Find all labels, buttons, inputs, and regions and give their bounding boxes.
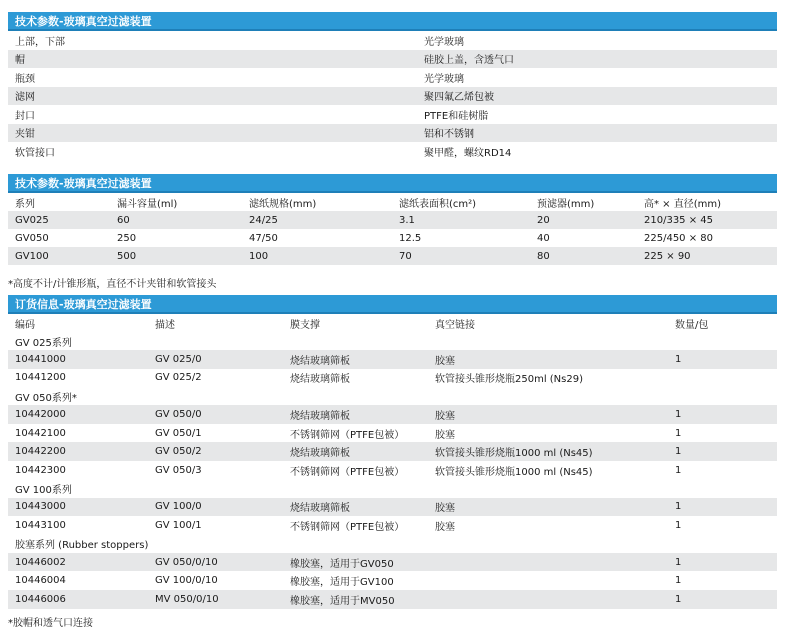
table-cell: 橡胶塞，适用于MV050	[283, 590, 428, 609]
order-section	[8, 295, 777, 609]
table-row	[8, 31, 777, 50]
table-cell	[428, 571, 668, 590]
table-cell: GV 050/3	[155, 464, 202, 476]
materials-table	[8, 31, 777, 161]
table-cell: 软管接头锥形烧瓶1000 ml (Ns45)	[435, 466, 593, 478]
table-cell: GV050	[15, 232, 49, 244]
table-cell: 1	[668, 350, 777, 369]
table-cell: 真空链接	[435, 319, 475, 331]
table-cell: 胶塞	[428, 350, 668, 369]
table-cell: 10441200	[15, 372, 66, 384]
order-footnote: *胶帽和透气口连接	[8, 618, 93, 629]
table-cell: 软管接口	[15, 147, 55, 159]
table-cell: 预滤器(mm)	[537, 198, 595, 210]
group-row	[8, 387, 777, 405]
table-cell: MV 050/0/10	[148, 590, 283, 609]
section-header: 订货信息-玻璃真空过滤装置	[8, 295, 777, 314]
table-cell: GV 100/0	[148, 498, 283, 517]
section-header: 技术参数-玻璃真空过滤装置	[8, 12, 777, 31]
table-cell: 烧结玻璃筛板	[283, 350, 428, 369]
table-cell: 系列	[15, 198, 35, 210]
table-cell: 10442100	[15, 427, 66, 439]
table-row	[8, 229, 777, 247]
table-row	[8, 105, 777, 124]
table-cell: 3.1	[392, 211, 530, 229]
table-cell: 封口	[15, 110, 35, 122]
table-cell: 胶塞	[428, 405, 668, 424]
group-row	[8, 332, 777, 350]
table-cell: 胶塞	[428, 498, 668, 517]
table-cell: 滤纸表面积(cm²)	[399, 198, 477, 210]
table-cell: 滤纸规格(mm)	[249, 198, 317, 210]
table-cell: 10446002	[8, 553, 148, 572]
table-cell: 瓶颈	[15, 73, 35, 85]
table-row	[8, 461, 777, 480]
table-cell: 1	[668, 553, 777, 572]
table-cell: 60	[110, 211, 242, 229]
table-row	[8, 247, 777, 265]
group-title: 胶塞系列 (Rubber stoppers)	[15, 540, 149, 552]
table-row	[8, 369, 777, 388]
table-cell: 铝和不锈钢	[417, 124, 777, 143]
table-cell: 烧结玻璃筛板	[283, 498, 428, 517]
table-row	[8, 50, 777, 69]
table-cell: 10446004	[15, 575, 66, 587]
table-cell: GV 025/2	[155, 372, 202, 384]
table-cell: 橡胶塞，适用于GV100	[290, 577, 394, 589]
order-table	[8, 314, 777, 609]
table-header-row	[8, 314, 777, 332]
table-cell: 10441000	[8, 350, 148, 369]
group-title: GV 050系列*	[15, 392, 77, 404]
table-row	[8, 442, 777, 461]
table-cell: 47/50	[249, 232, 278, 244]
table-row	[8, 571, 777, 590]
section-header: 技术参数-玻璃真空过滤装置	[8, 174, 777, 193]
table-row	[8, 68, 777, 87]
table-cell: 高* × 直径(mm)	[644, 198, 722, 210]
group-row	[8, 535, 777, 553]
table-cell	[428, 590, 668, 609]
table-cell: 上部，下部	[15, 36, 65, 48]
table-row	[8, 142, 777, 161]
table-cell: 10443100	[15, 519, 66, 531]
table-row	[8, 498, 777, 517]
table-cell: 烧结玻璃筛板	[283, 405, 428, 424]
table-cell	[428, 553, 668, 572]
table-cell: 70	[392, 247, 530, 265]
table-cell: 烧结玻璃筛板	[290, 374, 350, 386]
table-cell: 1	[668, 405, 777, 424]
table-cell: 光学玻璃	[424, 36, 464, 48]
table-cell: 1	[668, 442, 777, 461]
group-title: GV 025系列	[15, 337, 72, 349]
table-cell: GV 100/0/10	[155, 575, 218, 587]
table-cell: 烧结玻璃筛板	[283, 442, 428, 461]
table-cell: GV 050/1	[155, 427, 202, 439]
table-cell: 100	[242, 247, 392, 265]
table-cell: 硅胶上盖，含透气口	[417, 50, 777, 69]
table-cell: GV025	[8, 211, 110, 229]
table-cell: 40	[537, 232, 550, 244]
spec-section-materials	[8, 12, 777, 161]
group-title: GV 100系列	[15, 485, 72, 497]
table-cell: 描述	[155, 319, 175, 331]
table-cell: 500	[110, 247, 242, 265]
dimensions-table	[8, 193, 777, 265]
table-cell: 225 × 90	[637, 247, 777, 265]
table-cell: GV100	[8, 247, 110, 265]
table-header-row	[8, 193, 777, 211]
table-cell: 光学玻璃	[424, 73, 464, 85]
table-cell: GV 050/0/10	[148, 553, 283, 572]
table-cell: 胶塞	[435, 429, 455, 441]
table-cell: 10442200	[8, 442, 148, 461]
table-cell: 滤网	[8, 87, 417, 106]
table-row	[8, 211, 777, 229]
table-cell: 不锈钢筛网（PTFE包被）	[290, 429, 405, 441]
table-cell: 不锈钢筛网（PTFE包被）	[290, 521, 405, 533]
table-cell: 1	[675, 427, 682, 439]
group-row	[8, 480, 777, 498]
table-cell: 225/450 × 80	[644, 232, 714, 244]
table-cell: 24/25	[242, 211, 392, 229]
table-cell: 250	[117, 232, 137, 244]
table-cell: 210/335 × 45	[637, 211, 777, 229]
table-cell: 橡胶塞，适用于GV050	[283, 553, 428, 572]
table-cell: GV 100/1	[155, 519, 202, 531]
spec-section-dimensions	[8, 174, 777, 265]
table-row	[8, 124, 777, 143]
table-cell: 10442000	[8, 405, 148, 424]
table-cell: 漏斗容量(ml)	[117, 198, 178, 210]
table-cell: 10442300	[15, 464, 66, 476]
table-cell: 软管接头锥形烧瓶1000 ml (Ns45)	[428, 442, 668, 461]
table-cell: 10443000	[8, 498, 148, 517]
table-cell: 1	[675, 464, 682, 476]
table-cell: GV 050/2	[148, 442, 283, 461]
table-cell: 膜支撑	[290, 319, 320, 331]
table-row	[8, 405, 777, 424]
table-cell: 聚甲醛，螺纹RD14	[424, 147, 512, 159]
dimensions-footnote: *高度不计/计锥形瓶，直径不计夹钳和软管接头	[8, 279, 217, 290]
table-cell: 不锈钢筛网（PTFE包被）	[290, 466, 405, 478]
table-row	[8, 350, 777, 369]
table-cell: 帽	[8, 50, 417, 69]
table-cell: 夹钳	[8, 124, 417, 143]
table-cell: GV 025/0	[148, 350, 283, 369]
table-cell: 编码	[15, 319, 35, 331]
table-row	[8, 553, 777, 572]
table-cell: 10446006	[8, 590, 148, 609]
table-row	[8, 590, 777, 609]
table-cell: 12.5	[399, 232, 422, 244]
table-cell: 1	[668, 590, 777, 609]
table-cell: 20	[530, 211, 637, 229]
table-cell: 聚四氟乙烯包被	[417, 87, 777, 106]
table-row	[8, 424, 777, 443]
table-cell: 数量/包	[675, 319, 709, 331]
table-row	[8, 516, 777, 535]
table-cell: 胶塞	[435, 521, 455, 533]
table-cell: 80	[530, 247, 637, 265]
table-cell: PTFE和硅树脂	[424, 110, 489, 122]
table-row	[8, 87, 777, 106]
table-cell: 1	[675, 575, 682, 587]
table-cell: 软管接头锥形烧瓶250ml (Ns29)	[435, 374, 584, 386]
table-cell: 1	[675, 519, 682, 531]
table-cell	[668, 369, 777, 388]
table-cell: 1	[668, 498, 777, 517]
table-cell: GV 050/0	[148, 405, 283, 424]
